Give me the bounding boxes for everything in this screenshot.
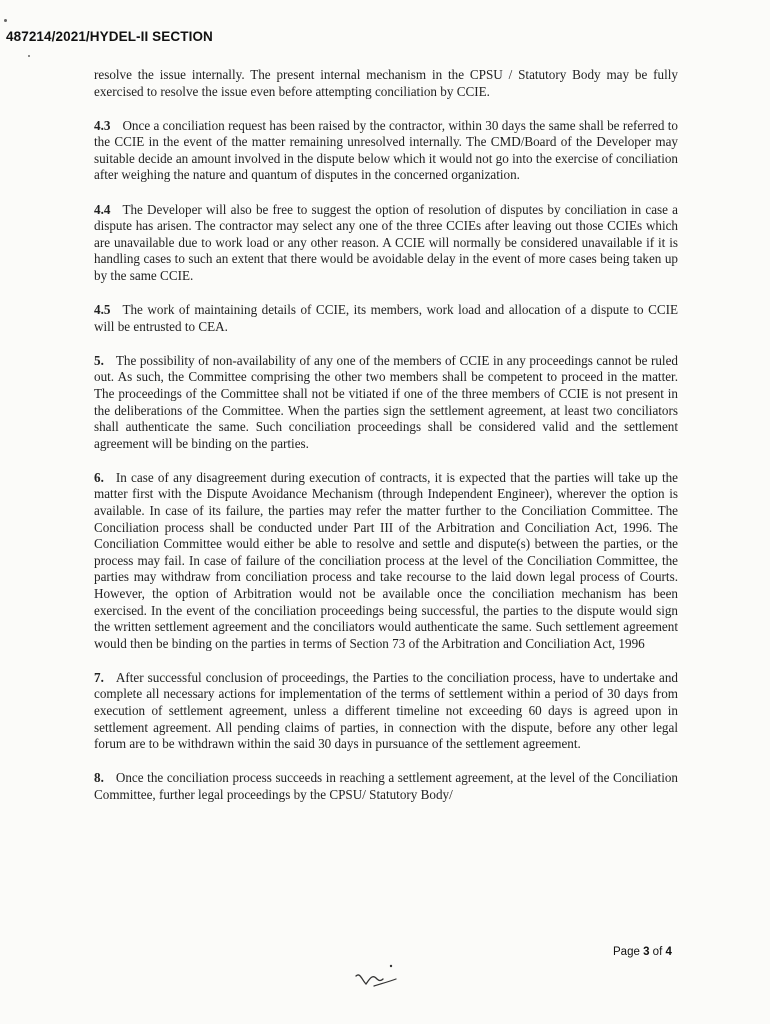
paragraph-number: 5. [94,352,104,368]
document-body [94,67,678,821]
paragraph-number: 6. [94,469,104,485]
paragraph-text: After successful conclusion of proceedings, the Parties to the conciliation process, have to undertake and complete all necessary actions for implementation of the terms of settlement within a period of 30 days from execution of settlement agreement, unless a different timeline not exceeding 60 days is agreed upon in settlement agreement. All pending claims of parties, in connection with the dispute, before any other legal forum are to be withdrawn within the said 30 days in pursuance of the settlement agreement. [94,669,678,752]
paragraph-text: The Developer will also be free to suggest the option of resolution of disputes by conciliation in case a dispute has arisen. The contractor may select any one of the three CCIEs after leaving out those CCIEs which are unavailable due to work load or any other reason. A CCIE will normally be considered unavailable if it is handling cases to such an extent that there would be avoidable delay in the event of more cases being taken up by the same CCIE. [94,201,678,283]
document-reference-header: 487214/2021/HYDEL-II SECTION [6,29,213,44]
paragraph-5 [94,353,678,453]
paragraph-continuation [94,67,678,100]
page-current: 3 [643,946,650,958]
scan-speck [4,19,7,22]
paragraph-text: In case of any disagreement during execution of contracts, it is expected that the parties will take up the matter first with the Dispute Avoidance Mechanism (through Independent Engineer), wherever the option is available. In case of its failure, the parties may refer the matter further to the Conciliation Committee. The Conciliation process shall be conducted under Part III of the Arbitration and Conciliation Act, 1996. The Conciliation Committee would either be able to resolve and settle and dispute(s) between the parties, or the process may fail. In case of failure of the conciliation process at the level of the Conciliation Committee, the parties may withdraw from conciliation process and take recourse to the laid down legal process of Courts. However, the option of Arbitration would not be available once the conciliation mechanism has been exercised. In the event of the conciliation proceedings being successful, the parties to the dispute would sign the written settlement agreement and the conciliators would authenticate the same. Such settlement agreement would then be binding on the parties in terms of Section 73 of the Arbitration and Conciliation Act, 1996 [94,469,678,651]
paragraph-text: The work of maintaining details of CCIE, its members, work load and allocation of a dispute to CCIE will be entrusted to CEA. [94,302,678,334]
page-label: Page [613,946,640,958]
handwritten-initials-signature [352,962,400,990]
paragraph-8 [94,770,678,803]
paragraph-text: Once a conciliation request has been raised by the contractor, within 30 days the same shall be referred to the CCIE in the event of the matter remaining unresolved internally. The CMD/Board of the Developer may suitable decide an amount involved in the dispute below which it would not go into the exercise of conciliation after weighing the nature and quantum of disputes in the concerned organization. [94,117,678,183]
paragraph-7 [94,670,678,753]
paragraph-4-4 [94,202,678,285]
page-total: 4 [665,946,672,958]
paragraph-number: 4.4 [94,201,111,217]
paragraph-number: 8. [94,770,104,786]
page-of-label: of [652,946,663,958]
paragraph-number: 4.3 [94,117,111,133]
scan-speck [28,55,30,57]
paragraph-text: resolve the issue internally. The present internal mechanism in the CPSU / Statutory Body may be fully exercised to resolve the issue even before attempting conciliation by CCIE. [94,67,678,99]
paragraph-number: 4.5 [94,302,111,318]
paragraph-text: Once the conciliation process succeeds in reaching a settlement agreement, at the level of the Conciliation Committee, further legal proceedings by the CPSU/ Statutory Body/ [94,770,678,802]
page-number [613,946,672,958]
paragraph-4-3 [94,118,678,184]
paragraph-6 [94,470,678,653]
paragraph-4-5 [94,302,678,335]
paragraph-text: The possibility of non-availability of any one of the members of CCIE in any proceedings cannot be ruled out. As such, the Committee comprising the other two members shall be competent to proceed in the matter. The proceedings of the Committee shall not be vitiated if one of the three members of CCIE is not present in the deliberations of the Committee. When the parties sign the settlement agreement, at least two conciliators shall authenticate the same. Such conciliation proceedings shall be considered valid and the settlement agreement will be binding on the parties. [94,352,678,451]
paragraph-number: 7. [94,669,104,685]
